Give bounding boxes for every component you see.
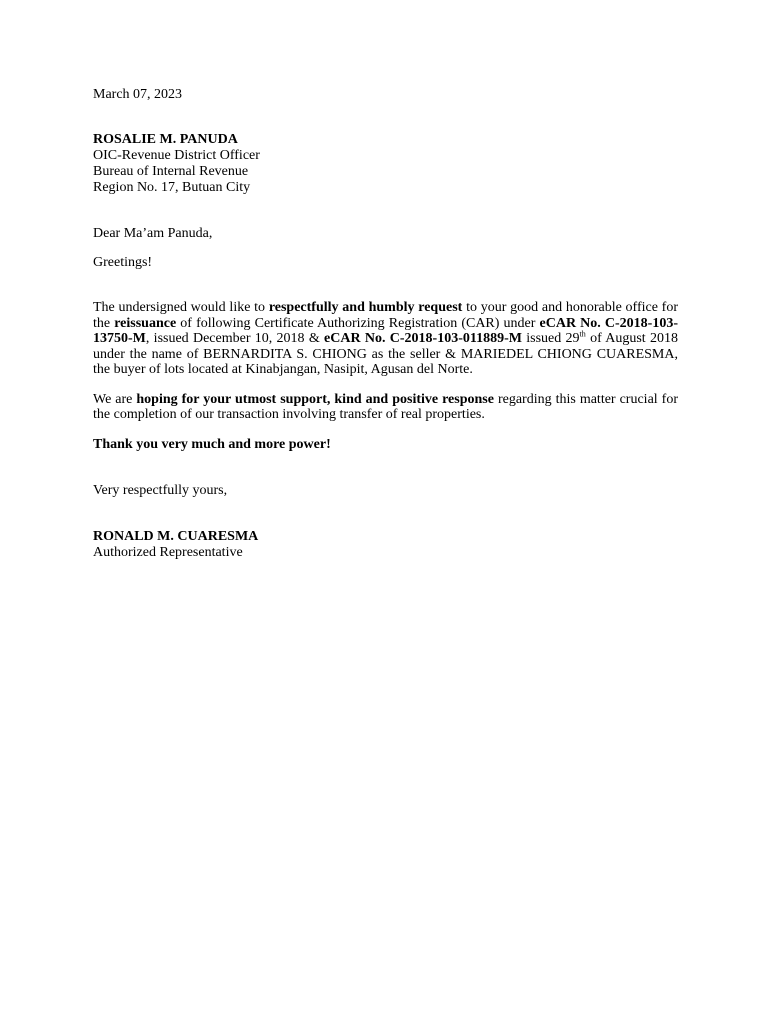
- greeting: Greetings!: [93, 255, 153, 270]
- signatory-title: Authorized Representative: [93, 544, 243, 560]
- recipient-name: ROSALIE M. PANUDA: [93, 132, 238, 147]
- letter-body: [93, 87, 683, 561]
- signature-block: [93, 529, 683, 561]
- p1-bold-request: respectfully and humbly request: [268, 300, 463, 315]
- recipient-location: Region No. 17, Butuan City: [93, 180, 251, 195]
- recipient-address: [93, 132, 683, 196]
- p1-ordinal-suffix: th: [579, 329, 586, 339]
- p1-ecar-number-1: eCAR No. C-2018-103-13750-M: [93, 315, 678, 346]
- p1-text-4: , issued December 10, 2018 &: [145, 331, 325, 346]
- letter-date: March 07, 2023: [93, 87, 183, 102]
- support-paragraph: [93, 392, 678, 423]
- p1-text-6: of August 2018 under the name of BERNARDITA S. CHIONG as the seller & MARIEDEL CHIONG CUARESMA, the buyer of lots located at Kinabjangan, Nasipit, Agusan del Norte.: [93, 331, 678, 377]
- closing: Very respectfully yours,: [93, 482, 228, 498]
- thank-you-line: Thank you very much and more power!: [93, 436, 331, 452]
- salutation: Dear Ma’am Panuda,: [93, 226, 213, 241]
- p1-text-1: The undersigned would like to: [93, 300, 269, 315]
- signatory-name: RONALD M. CUARESMA: [93, 528, 259, 544]
- p1-ecar-number-2: eCAR No. C-2018-103-011889-M: [324, 331, 522, 346]
- recipient-organization: Bureau of Internal Revenue: [93, 164, 249, 179]
- p1-text-5: issued 29: [521, 331, 580, 346]
- p1-text-2: to your good and honorable office for the: [93, 300, 678, 331]
- p2-text-2: regarding this matter crucial for the completion of our transaction involving transfer of real properties.: [93, 391, 678, 422]
- request-paragraph: [93, 300, 678, 378]
- p2-text-1: We are: [93, 391, 137, 407]
- recipient-title: OIC-Revenue District Officer: [93, 148, 260, 163]
- p1-text-3: of following Certificate Authorizing Registration (CAR) under: [176, 315, 540, 331]
- p2-bold-support: hoping for your utmost support, kind and positive response: [136, 391, 494, 407]
- p1-bold-reissuance: reissuance: [114, 315, 177, 331]
